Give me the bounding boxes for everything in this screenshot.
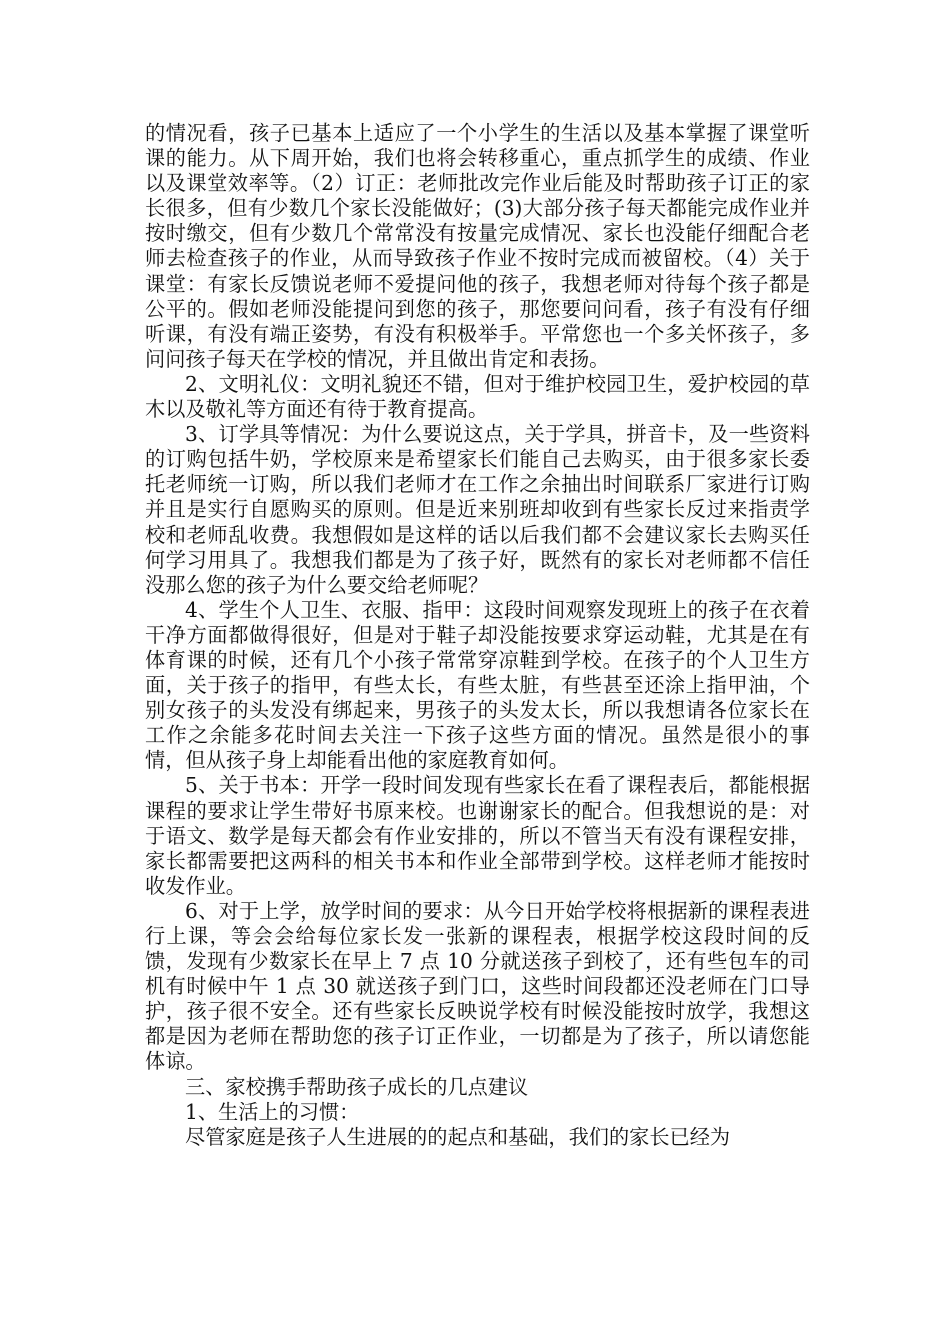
paragraph-personal-hygiene: 4、学生个人卫生、衣服、指甲：这段时间观察发现班上的孩子在衣着干净方面都做得很好，但是对于鞋子却没能按要求穿运动鞋，尤其是在有体育课的时候，还有几个小孩子常常穿凉鞋到学校。在孩子的个人卫生方面，关于孩子的指甲，有些太长，有些太脏，有些甚至还涂上指甲油，个别女孩子的头发没有绑起来，男孩子的头发太长，所以我想请各位家长在工作之余能多花时间去关注一下孩子这些方面的情况。虽然是很小的事情，但从孩子身上却能看出他的家庭教育如何。: [145, 597, 810, 773]
paragraph-school-supplies: 3、订学具等情况：为什么要说这点，关于学具，拼音卡，及一些资料的订购包括牛奶，学校原来是希望家长们能自己去购买，由于很多家长委托老师统一订购，所以我们老师才在工作之余抽出时间联系厂家进行订购并且是实行自愿购买的原则。但是近来别班却收到有些家长反过来指责学校和老师乱收费。我想假如是这样的话以后我们都不会建议家长去购买任何学习用具了。我想我们都是为了孩子好，既然有的家长对老师都不信任没那么您的孩子为什么要交给老师呢？: [145, 422, 810, 597]
section-heading-suggestions: 三、家校携手帮助孩子成长的几点建议: [185, 1074, 529, 1099]
subheading-life-habits: 1、生活上的习惯：: [185, 1099, 360, 1124]
document-page: [145, 121, 810, 1150]
paragraph-continued: 的情况看，孩子已基本上适应了一个小学生的生活以及基本掌握了课堂听课的能力。从下周开始，我们也将会转移重心，重点抓学生的成绩、作业以及课堂效率等。（2）订正：老师批改完作业后能及时帮助孩子订正的家长很多，但有少数几个家长没能做好；(3)大部分孩子每天都能完成作业并按时缴交，但有少数几个常常没有按量完成情况、家长也没能仔细配合老师去检查孩子的作业，从而导致孩子作业不按时完成而被留校。（4）关于课堂：有家长反馈说老师不爱提问他的孩子，我想老师对待每个孩子都是公平的。假如老师没能提问到您的孩子，那您要问问看，孩子有没有仔细听课，有没有端正姿势，有没有积极举手。平常您也一个多关怀孩子，多问问孩子每天在学校的情况，并且做出肯定和表扬。: [145, 121, 810, 371]
paragraph-school-hours: 6、对于上学，放学时间的要求：从今日开始学校将根据新的课程表进行上课，等会会给每位家长发一张新的课程表，根据学校这段时间的反馈，发现有少数家长在早上 7 点 10 分就送孩子到校了，还有些包车的司机有时候中午 1 点 30 就送孩子到门口，这些时间段都还没老师在门口导护，孩子很不安全。还有些家长反映说学校有时候没能按时放学，我想这都是因为老师在帮助您的孩子订正作业，一切都是为了孩子，所以请您能体谅。: [145, 898, 810, 1074]
paragraph-family-foundation: 尽管家庭是孩子人生进展的的起点和基础，我们的家长已经为: [185, 1124, 731, 1149]
paragraph-etiquette: 2、文明礼仪：文明礼貌还不错，但对于维护校园卫生，爱护校园的草木以及敬礼等方面还有待于教育提高。: [145, 371, 810, 422]
paragraph-textbooks: 5、关于书本：开学一段时间发现有些家长在看了课程表后，都能根据课程的要求让学生带好书原来校。也谢谢家长的配合。但我想说的是：对于语文、数学是每天都会有作业安排的，所以不管当天有没有课程安排，家长都需要把这两科的相关书本和作业全部带到学校。这样老师才能按时收发作业。: [145, 773, 810, 898]
